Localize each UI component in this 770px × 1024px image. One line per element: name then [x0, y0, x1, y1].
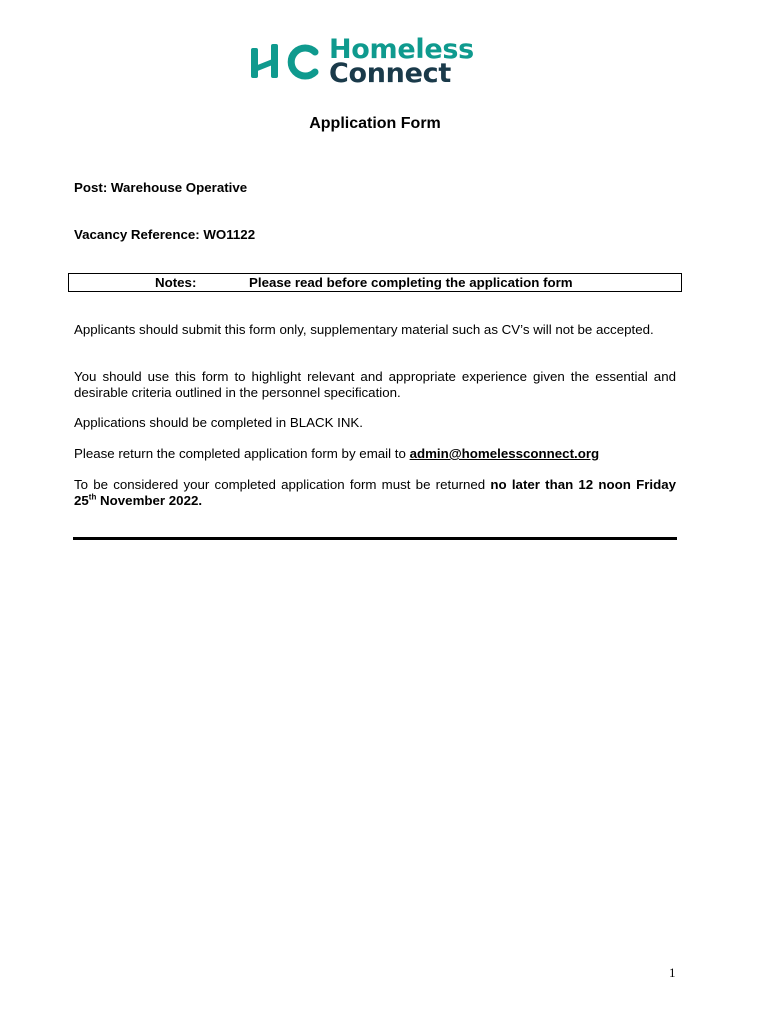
section-divider [73, 537, 677, 540]
paragraph-deadline [74, 477, 676, 509]
notes-text: Please read before completing the application form [249, 275, 573, 290]
deadline-end: November 2022. [96, 493, 203, 508]
notes-box [68, 273, 682, 292]
post-field: Post: Warehouse Operative [74, 180, 248, 195]
deadline-prefix: To be considered your completed application form must be returned [74, 477, 491, 492]
paragraph-return [74, 446, 676, 462]
paragraph-submission: Applicants should submit this form only, supplementary material such as CV’s will not be accepted. [74, 322, 654, 337]
return-prefix: Please return the completed application form by email to [74, 446, 410, 461]
brand-line-1: Homeless [329, 34, 474, 65]
deadline-superscript: th [88, 492, 97, 502]
brand-line-2: Connect [329, 58, 451, 89]
deadline-bold: no later than 12 noon Friday 25 [74, 477, 676, 508]
paragraph-ink: Applications should be completed in BLACK INK. [74, 415, 363, 430]
page-title: Application Form [309, 115, 441, 132]
notes-label: Notes: [155, 275, 197, 290]
page-number: 1 [669, 965, 676, 980]
homeless-connect-logo [249, 36, 474, 88]
email-link[interactable]: admin@homelessconnect.org [409, 446, 600, 461]
brand-name [329, 34, 474, 89]
paragraph-guidance: You should use this form to highlight relevant and appropriate experience given the essential and desirable criteria outlined in the personnel specification. [74, 369, 676, 400]
hc-logo-mark-icon [249, 42, 321, 82]
vacancy-reference-field: Vacancy Reference: WO1122 [74, 227, 256, 242]
